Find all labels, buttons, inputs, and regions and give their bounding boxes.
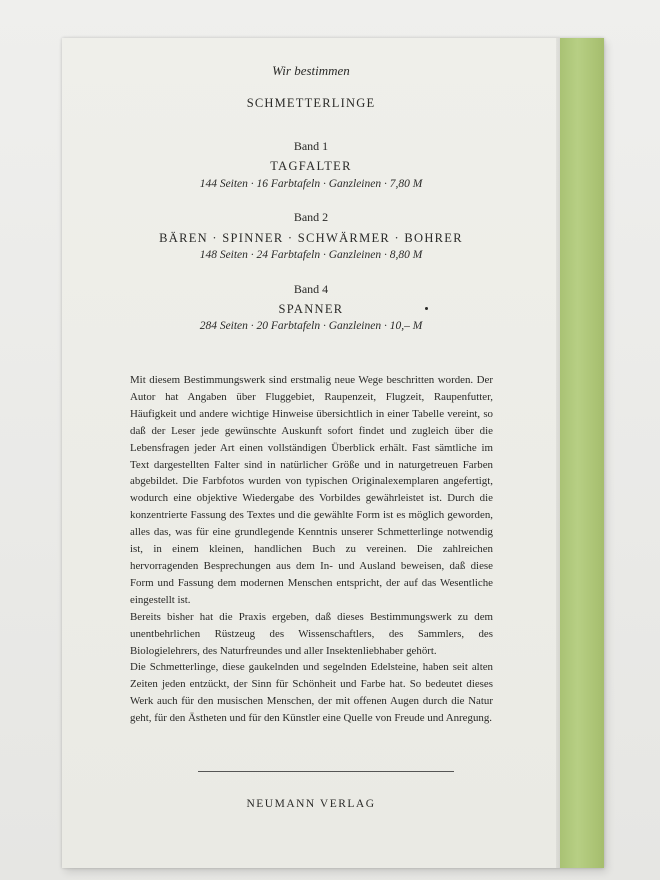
book-title: SCHMETTERLINGE [246,96,376,110]
book-back-cover [62,38,604,868]
divider-rule [198,771,454,772]
blurb-text [130,372,493,727]
volume-4-label: Band 4 [293,282,329,296]
volume-2-info: 148 Seiten · 24 Farbtafeln · Ganzleinen · 8,80 M [199,249,423,261]
dust-jacket-back [62,38,560,868]
volume-2-name: BÄREN · SPINNER · SCHWÄRMER · BOHRER [159,231,463,245]
publisher-name: NEUMANN VERLAG [246,798,376,810]
volume-4-info: 284 Seiten · 20 Farbtafeln · Ganzleinen · 10,– M [199,320,423,332]
ink-speck [425,307,428,310]
blurb-paragraph-1: Mit diesem Bestimmungswerk sind erstmalig neue Wege beschritten worden. Der Autor hat Angaben über Fluggebiet, Raupenzeit, Flugzeit, Raupenfutter, Häufigkeit und andere wichtige Hinweise übersichtlich in einer Tabelle vereint, so daß der Leser jede gewünschte Auskunft sofort findet und zugleich über die Lebensfragen jeder Art einen vollständigen Überblick erhält. Fast sämtliche im Text dargestellten Falter sind in natürlicher Größe und in naturgetreuen Farben abgebildet. Die Farbfotos wurden von typischen Originalexemplaren angefertigt, wodurch eine objektive Wiedergabe des Vorbildes gewährleistet ist. Durch die konzentrierte Fassung des Textes und die gewählte Form ist es möglich geworden, alles das, was für eine grundlegende Kenntnis unserer Schmetterlinge notwendig ist, in einem kleinen, handlichen Buch zu vereinen. Die zahlreichen hervorragenden Besprechungen aus dem In- und Ausland beweisen, daß diese Form und Fassung dem modernen Menschen entspricht, der auf das Wesentliche eingestellt ist. [130,374,493,606]
volume-1-info: 144 Seiten · 16 Farbtafeln · Ganzleinen · 7,80 M [199,178,423,190]
volume-4-name: SPANNER [278,302,344,316]
blurb-paragraph-3: Die Schmetterlinge, diese gaukelnden und segelnden Edelsteine, haben seit alten Zeiten jeden entzückt, der Sinn für Schönheit und Farbe hat. So bedeutet dieses Werk auch für den musischen Menschen, der mit offenen Augen durch die Natur geht, für den Ästheten und für den Künstler eine Quelle von Freude und Anregung. [130,661,493,725]
series-title: Wir bestimmen [272,63,350,78]
volume-1-name: TAGFALTER [270,159,352,173]
green-spine [560,38,604,868]
blurb-paragraph-2: Bereits bisher hat die Praxis ergeben, daß dieses Bestimmungswerk zu dem unentbehrlichen Rüstzeug des Wissenschaftlers, des Sammlers, des Biologielehrers, des Naturfreundes und aller Insektenliebhaber gehört. [130,610,493,657]
volume-2-label: Band 2 [293,210,329,224]
volume-1-label: Band 1 [293,139,329,153]
